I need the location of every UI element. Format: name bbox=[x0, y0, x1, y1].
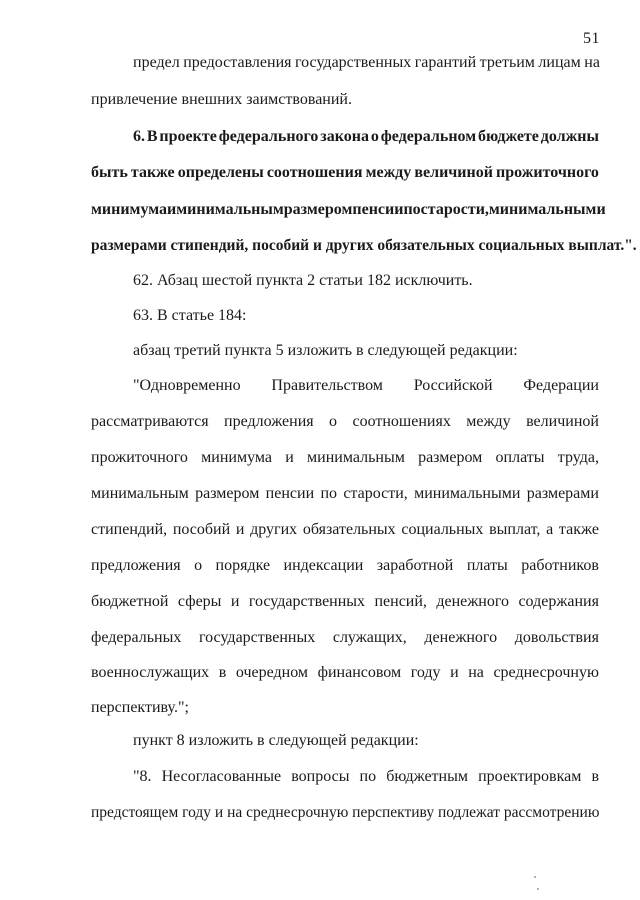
word: определены bbox=[177, 164, 264, 181]
word: Российской bbox=[413, 377, 493, 394]
word: государственных bbox=[198, 629, 316, 646]
word: пенсии bbox=[265, 485, 315, 502]
word: содержания bbox=[518, 593, 599, 610]
word: пенсий, bbox=[374, 593, 427, 610]
word: лицам bbox=[538, 54, 581, 71]
word: в bbox=[591, 768, 599, 785]
word: между bbox=[466, 413, 511, 430]
word: проектировкам bbox=[478, 768, 582, 785]
word: соотношениях bbox=[352, 413, 451, 430]
word: "8. bbox=[133, 768, 152, 785]
word: федеральных bbox=[91, 629, 182, 646]
text-line: 63. В статье 184: bbox=[133, 307, 247, 324]
page-number: 51 bbox=[583, 30, 600, 47]
word: проекте bbox=[159, 128, 217, 145]
word: порядке bbox=[215, 557, 271, 574]
word: минимума bbox=[91, 201, 168, 218]
word: индексации bbox=[283, 557, 364, 574]
text-line bbox=[91, 200, 606, 220]
word: труда, bbox=[557, 449, 599, 466]
word: минимальными bbox=[414, 485, 521, 502]
word: третьим bbox=[479, 54, 535, 71]
word: предложения bbox=[91, 557, 181, 574]
word: в bbox=[218, 664, 227, 681]
word: старости, bbox=[420, 201, 489, 218]
word: величиной bbox=[526, 413, 599, 430]
text-line bbox=[133, 767, 599, 787]
word: размером bbox=[418, 449, 483, 466]
word: также bbox=[130, 164, 175, 181]
word: денежного bbox=[424, 629, 498, 646]
word: заработной bbox=[376, 557, 454, 574]
word: военнослужащих bbox=[91, 664, 210, 681]
text-line bbox=[91, 412, 599, 432]
word: федерального bbox=[218, 128, 319, 145]
word: быть bbox=[91, 164, 128, 181]
word: на bbox=[468, 664, 484, 681]
word: также bbox=[558, 521, 599, 538]
word: и bbox=[235, 521, 245, 538]
word: старости, bbox=[343, 485, 408, 502]
text-line: привлечение внешних заимствований. bbox=[91, 91, 352, 108]
word: стипендий, bbox=[91, 521, 168, 538]
word: довольствия bbox=[514, 629, 599, 646]
word: минимальным bbox=[307, 449, 405, 466]
word: В bbox=[146, 128, 158, 145]
scan-speck bbox=[537, 888, 539, 890]
word: закона bbox=[320, 128, 369, 145]
word: о bbox=[194, 557, 203, 574]
text-line bbox=[91, 484, 599, 504]
word: о bbox=[329, 413, 338, 430]
word: на bbox=[584, 54, 600, 71]
word: федеральном bbox=[380, 128, 477, 145]
word: а bbox=[546, 521, 554, 538]
word: оплаты bbox=[495, 449, 545, 466]
word: служащих, bbox=[332, 629, 407, 646]
word: пенсии bbox=[352, 201, 404, 218]
text-line bbox=[133, 53, 600, 73]
word: величиной bbox=[414, 164, 493, 181]
word: Федерации bbox=[523, 377, 599, 394]
text-line: перспективу."; bbox=[91, 699, 189, 716]
word: и bbox=[285, 449, 294, 466]
word: очередном bbox=[235, 664, 309, 681]
word: "Одновременно bbox=[133, 377, 241, 394]
word: платы bbox=[466, 557, 508, 574]
text-line bbox=[91, 448, 599, 468]
text-line bbox=[91, 163, 599, 183]
word: работников bbox=[521, 557, 599, 574]
text-line: пункт 8 изложить в следующей редакции: bbox=[133, 732, 419, 749]
word: предложения bbox=[224, 413, 314, 430]
word: гарантий bbox=[414, 54, 477, 71]
text-line bbox=[91, 663, 599, 683]
word: по bbox=[403, 201, 421, 218]
word: финансовом bbox=[317, 664, 402, 681]
word: между bbox=[365, 164, 412, 181]
word: вопросы bbox=[291, 768, 350, 785]
word: государственных bbox=[248, 593, 366, 610]
word: бюджете bbox=[478, 128, 539, 145]
word: среднесрочную bbox=[493, 664, 599, 681]
word: соотношения bbox=[266, 164, 363, 181]
word: должны bbox=[540, 128, 599, 145]
text-line: предстоящем году и на среднесрочную перспективу подлежат рассмотрению bbox=[91, 804, 600, 821]
word: году bbox=[410, 664, 441, 681]
word: минимальным bbox=[176, 201, 284, 218]
word: минимальным bbox=[91, 485, 189, 502]
text-line: абзац третий пункта 5 изложить в следующей редакции: bbox=[133, 342, 518, 359]
word: прожиточного bbox=[496, 164, 599, 181]
text-line bbox=[91, 592, 599, 612]
word: по bbox=[359, 768, 377, 785]
word: Несогласованные bbox=[161, 768, 282, 785]
text-line bbox=[91, 628, 599, 648]
word: 6. bbox=[133, 128, 145, 145]
word: бюджетным bbox=[386, 768, 468, 785]
scan-speck bbox=[534, 876, 536, 878]
word: минимальными bbox=[488, 201, 606, 218]
word: сферы bbox=[177, 593, 222, 610]
word: денежного bbox=[436, 593, 510, 610]
word: предоставления bbox=[183, 54, 292, 71]
word: социальных bbox=[401, 521, 484, 538]
word: размером bbox=[283, 201, 353, 218]
text-line bbox=[91, 556, 599, 576]
text-line bbox=[133, 376, 599, 396]
word: размером bbox=[195, 485, 260, 502]
word: обязательных bbox=[302, 521, 396, 538]
word: Правительством bbox=[271, 377, 383, 394]
word: о bbox=[370, 128, 379, 145]
word: других bbox=[250, 521, 298, 538]
word: минимума bbox=[201, 449, 272, 466]
word: размерами bbox=[526, 485, 599, 502]
text-line bbox=[133, 127, 599, 147]
text-line: 62. Абзац шестой пункта 2 статьи 182 исключить. bbox=[133, 272, 473, 289]
word: по bbox=[320, 485, 337, 502]
word: и bbox=[167, 201, 177, 218]
word: прожиточного bbox=[91, 449, 188, 466]
word: и bbox=[230, 593, 240, 610]
word: и bbox=[450, 664, 459, 681]
word: рассматриваются bbox=[91, 413, 209, 430]
word: бюджетной bbox=[91, 593, 169, 610]
word: выплат, bbox=[489, 521, 541, 538]
text-line bbox=[91, 520, 599, 540]
text-line: размерами стипендий, пособий и других обязательных социальных выплат.". bbox=[91, 237, 637, 254]
word: предел bbox=[133, 54, 180, 71]
word: пособий bbox=[172, 521, 231, 538]
word: государственных bbox=[294, 54, 412, 71]
